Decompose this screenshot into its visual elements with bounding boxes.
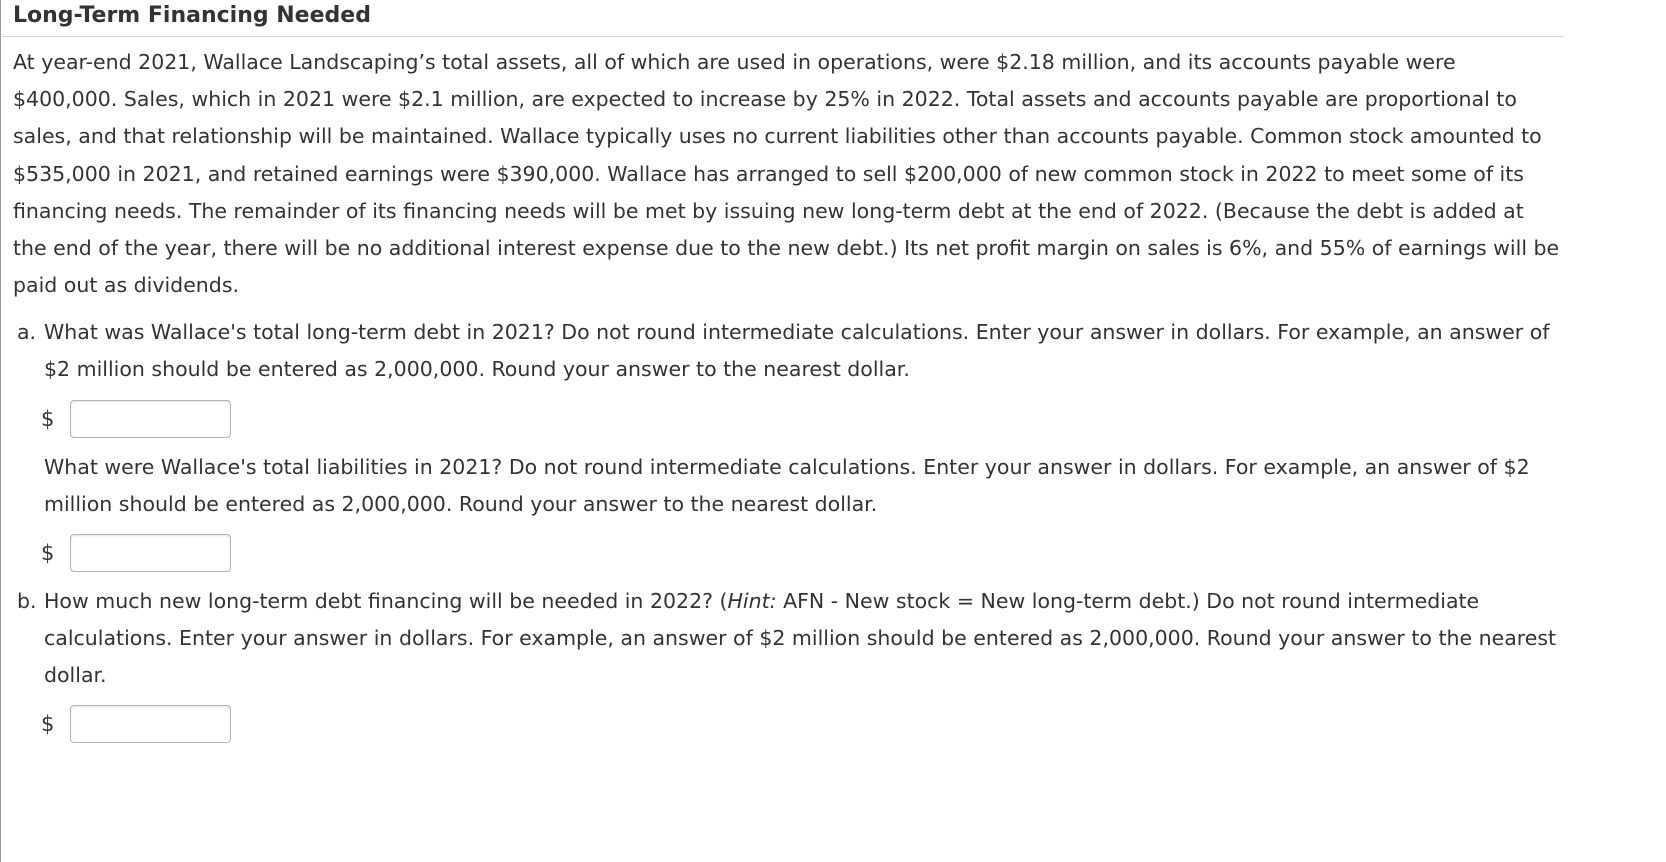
question-a-text: What was Wallace's total long-term debt in 2021? Do not round intermediate calculations. Enter your answer in dollars. For example, an answer of $2 million should be entered as 2,000,000. Round your answer to the nearest dollar.: [44, 320, 1550, 382]
page-title: Long-Term Financing Needed: [13, 3, 371, 28]
dollar-sign: $: [41, 541, 55, 565]
long-term-debt-2021-input[interactable]: [70, 400, 231, 438]
hint-label: Hint:: [727, 589, 777, 613]
title-divider: [2, 36, 1564, 37]
question-b-text: [44, 583, 1564, 695]
dollar-sign: $: [41, 712, 55, 736]
question-b-text-start: How much new long-term debt financing will be needed in 2022? (: [44, 589, 728, 613]
question-a-part2-text: What were Wallace's total liabilities in 2021? Do not round intermediate calculations. Enter your answer in dollars. For example, an answer of $2 million should be entered as 2,000,000. Round your answer to the nearest dollar.: [44, 455, 1530, 517]
dollar-sign: $: [41, 407, 55, 431]
question-a-letter: a.: [17, 320, 37, 344]
question-b-letter: b.: [17, 589, 37, 613]
question-b-text-end: AFN - New stock = New long-term debt.) Do not round intermediate calculations. Enter your answer in dollars. For example, an answer of $2 million should be entered as 2,000,000. Round your answer to the nearest dollar.: [44, 589, 1557, 688]
problem-statement: At year-end 2021, Wallace Landscaping’s total assets, all of which are used in operations, were $2.18 million, and its accounts payable were $400,000. Sales, which in 2021 were $2.1 million, are expected to increase by 25% in 2022. Total assets and accounts payable are proportional to sales, and that relationship will be maintained. Wallace typically uses no current liabilities other than accounts payable. Common stock amounted to $535,000 in 2021, and retained earnings were $390,000. Wallace has arranged to sell $200,000 of new common stock in 2022 to meet some of its financing needs. The remainder of its financing needs will be met by issuing new long-term debt at the end of 2022. (Because the debt is added at the end of the year, there will be no additional interest expense due to the new debt.) Its net profit margin on sales is 6%, and 55% of earnings will be paid out as dividends.: [13, 50, 1560, 298]
total-liabilities-2021-input[interactable]: [70, 534, 231, 572]
new-long-term-debt-2022-input[interactable]: [70, 705, 231, 743]
